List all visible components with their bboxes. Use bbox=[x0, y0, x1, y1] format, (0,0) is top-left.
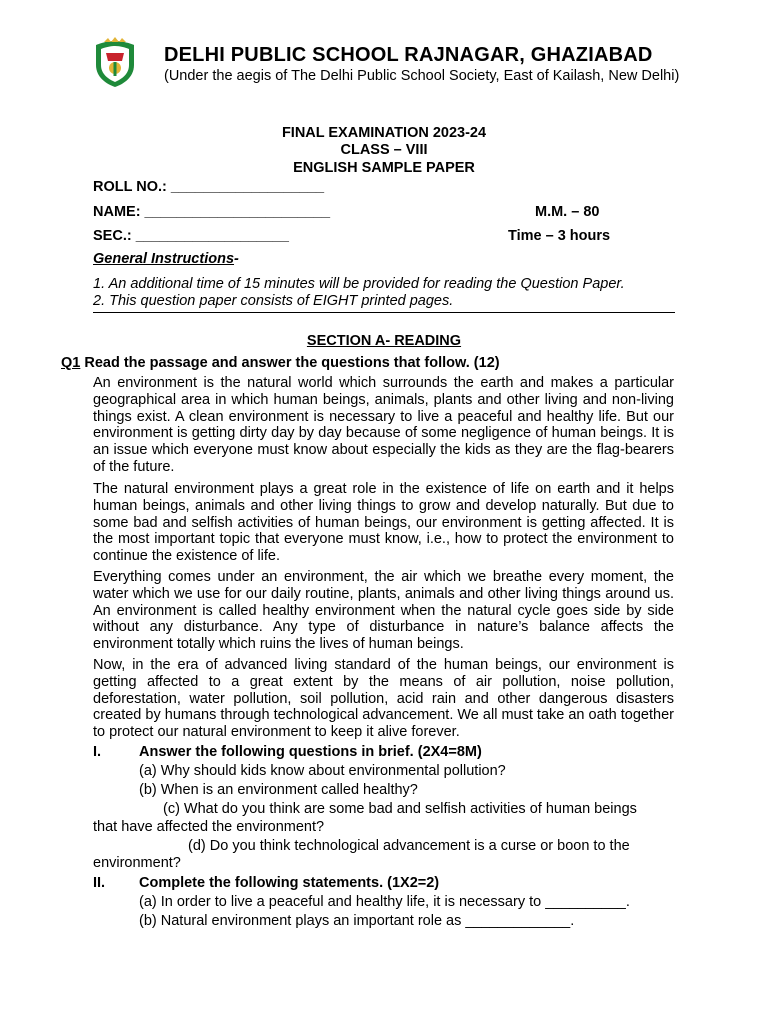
part-one-heading: Answer the following questions in brief. (2X4=8M) bbox=[139, 744, 482, 760]
divider bbox=[93, 312, 675, 313]
statement-b: (b) Natural environment plays an important role as _____________. bbox=[139, 913, 575, 929]
part-two-numeral: II. bbox=[93, 875, 106, 891]
max-marks: M.M. – 80 bbox=[535, 204, 600, 220]
question-a: (a) Why should kids know about environmental pollution? bbox=[139, 763, 506, 779]
name-field: NAME: _______________________ bbox=[93, 204, 331, 220]
passage-paragraph: An environment is the natural world which surrounds the earth and makes a particular geographical area in which human beings, animals, plants and other living and non-living things exist. A clean environment is necessary to live a peaceful and healthy life. But our environment is getting dirty day by day because of some negligence of human beings. It is an issue which everyone must know about especially the kids as they are the flag-bearers of the future. bbox=[93, 375, 674, 475]
question-heading bbox=[61, 355, 500, 371]
question-number: Q1 bbox=[61, 355, 81, 371]
section-field: SEC.: ___________________ bbox=[93, 228, 289, 244]
roll-number-field: ROLL NO.: ___________________ bbox=[93, 179, 325, 195]
exam-class: CLASS – VIII bbox=[340, 142, 428, 158]
question-c: (c) What do you think are some bad and selfish activities of human beings bbox=[163, 801, 637, 817]
part-one-numeral: I. bbox=[93, 744, 102, 760]
school-name: DELHI PUBLIC SCHOOL RAJNAGAR, GHAZIABAD bbox=[164, 44, 653, 66]
passage-paragraph: The natural environment plays a great role in the existence of life on earth and it helps human beings, animals and other living things to grow and develop naturally. But due to some bad and selfish activities of human beings, our environment is getting affected. It is the most important topic that everyone must know, i.e., how to protect the environment to continue the existence of life. bbox=[93, 481, 674, 565]
question-b: (b) When is an environment called healthy? bbox=[139, 782, 418, 798]
question-d: (d) Do you think technological advancement is a curse or boon to the bbox=[188, 838, 630, 854]
question-d-continued: environment? bbox=[93, 855, 181, 871]
question-c-continued: that have affected the environment? bbox=[93, 819, 325, 835]
passage-paragraph: Everything comes under an environment, the air which we breathe every moment, the water which we use for our daily routine, plants, animals and other living things around us. An environment is called healthy environment when the natural cycle goes side by side without any disturbance. Any type of disturbance in nature’s balance affects the environment totally which ruins the lives of human beings. bbox=[93, 569, 674, 653]
instructions-heading-suffix: - bbox=[234, 251, 239, 267]
instruction-item: 1. An additional time of 15 minutes will be provided for reading the Question Paper. bbox=[93, 276, 625, 292]
exam-paper: ENGLISH SAMPLE PAPER bbox=[293, 160, 475, 176]
part-two-heading: Complete the following statements. (1X2=2) bbox=[139, 875, 440, 891]
section-title: SECTION A- READING bbox=[306, 333, 462, 349]
question-text: Read the passage and answer the questions that follow. (12) bbox=[80, 355, 500, 371]
general-instructions-heading bbox=[93, 251, 239, 267]
exam-title: FINAL EXAMINATION 2023-24 bbox=[281, 125, 487, 141]
statement-a: (a) In order to live a peaceful and healthy life, it is necessary to __________. bbox=[139, 894, 630, 910]
time-allowed: Time – 3 hours bbox=[508, 228, 611, 244]
instruction-item: 2. This question paper consists of EIGHT printed pages. bbox=[93, 293, 454, 309]
instructions-heading-text: General Instructions bbox=[93, 251, 235, 267]
passage-paragraph: Now, in the era of advanced living standard of the human beings, our environment is getting affected to a great extent by the means of air pollution, noise pollution, deforestation, water pollution, soil pollution, acid rain and other dangerous disasters created by humans through technological advancement. We all must take an oath together to protect our natural environment to keep it alive forever. bbox=[93, 657, 674, 741]
school-crest-icon bbox=[92, 37, 138, 89]
school-subtitle: (Under the aegis of The Delhi Public School Society, East of Kailash, New Delhi) bbox=[164, 68, 680, 84]
